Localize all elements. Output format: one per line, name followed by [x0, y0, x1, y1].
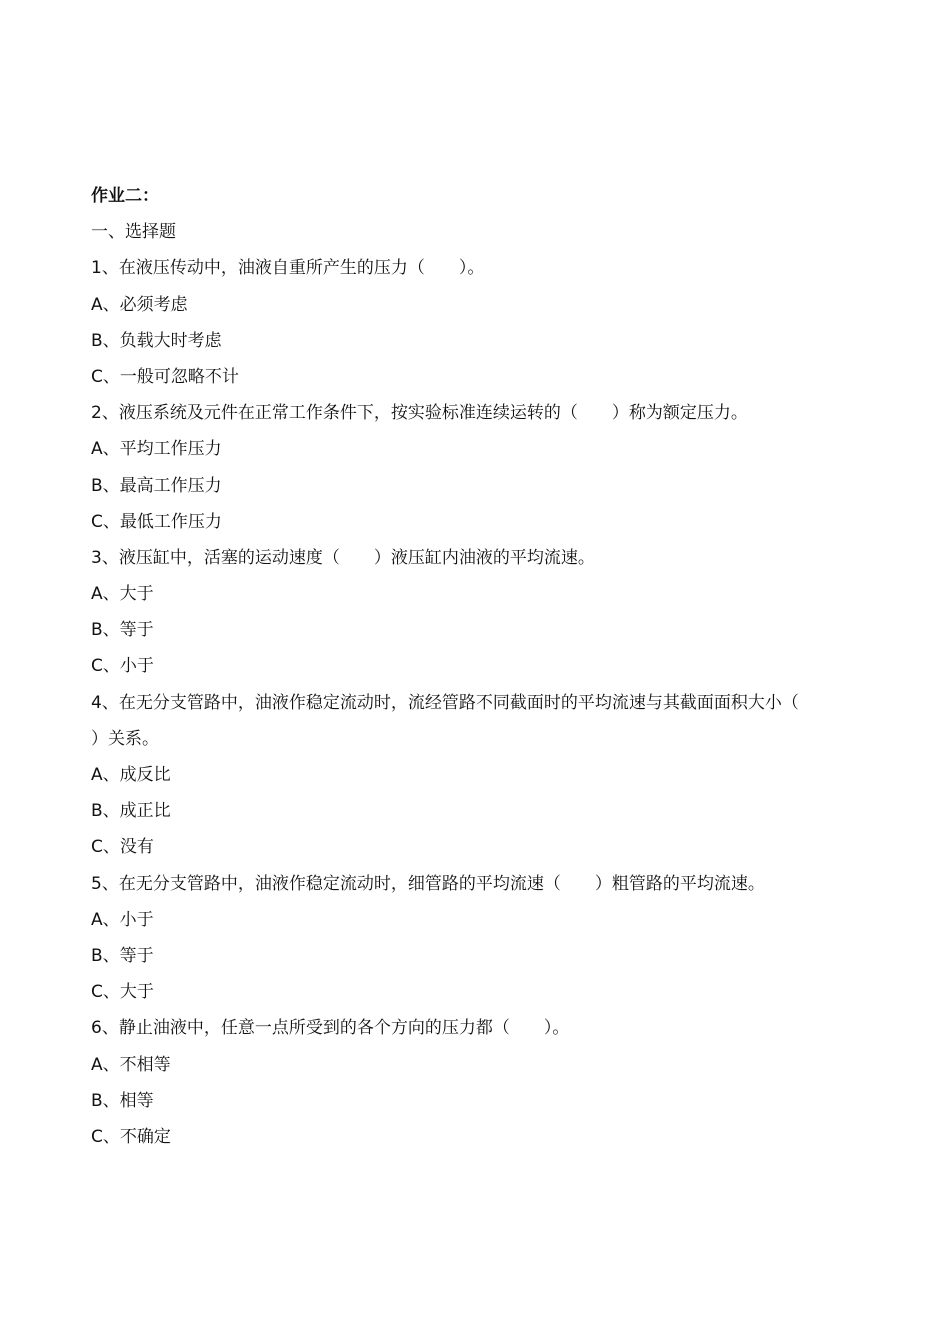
option-b: B、最高工作压力 — [91, 475, 222, 496]
question-stem: 6、静止油液中，任意一点所受到的各个方向的压力都（ ）。 — [91, 1018, 570, 1039]
question-1 — [91, 250, 891, 395]
question-stem: 4、在无分支管路中，油液作稳定流动时，流经管路不同截面时的平均流速与其截面面积大小（ — [91, 692, 799, 713]
option-b: B、等于 — [91, 945, 154, 966]
question-stem: 1、在液压传动中，油液自重所产生的压力（ ）。 — [91, 258, 485, 279]
section-title: 一、选择题 — [91, 222, 176, 243]
option-a: A、成反比 — [91, 765, 171, 785]
option-c: C、小于 — [91, 656, 154, 677]
option-a: A、必须考虑 — [91, 294, 188, 315]
option-a: A、不相等 — [91, 1054, 171, 1075]
option-a: A、大于 — [91, 584, 154, 605]
assignment-heading: 作业二： — [91, 186, 159, 206]
option-b: B、负载大时考虑 — [91, 330, 222, 351]
option-a: A、小于 — [91, 909, 154, 930]
question-2 — [91, 395, 891, 540]
option-c: C、大于 — [91, 982, 154, 1003]
option-c: C、最低工作压力 — [91, 511, 222, 532]
option-b: B、相等 — [91, 1090, 154, 1111]
question-stem: 5、在无分支管路中，油液作稳定流动时，细管路的平均流速（ ）粗管路的平均流速。 — [91, 873, 765, 894]
document-page — [91, 178, 891, 1155]
question-stem-continuation: ）关系。 — [91, 728, 159, 749]
option-c: C、不确定 — [91, 1126, 171, 1147]
question-5 — [91, 866, 891, 1011]
question-6 — [91, 1010, 891, 1155]
question-stem: 2、液压系统及元件在正常工作条件下，按实验标准连续运转的（ ）称为额定压力。 — [91, 403, 748, 424]
option-c: C、一般可忽略不计 — [91, 366, 239, 387]
option-b: B、等于 — [91, 620, 154, 641]
option-a: A、平均工作压力 — [91, 439, 222, 460]
question-stem: 3、液压缸中，活塞的运动速度（ ）液压缸内油液的平均流速。 — [91, 547, 595, 568]
question-3 — [91, 540, 891, 685]
question-4 — [91, 685, 891, 866]
option-b: B、成正比 — [91, 801, 171, 822]
option-c: C、没有 — [91, 837, 154, 858]
